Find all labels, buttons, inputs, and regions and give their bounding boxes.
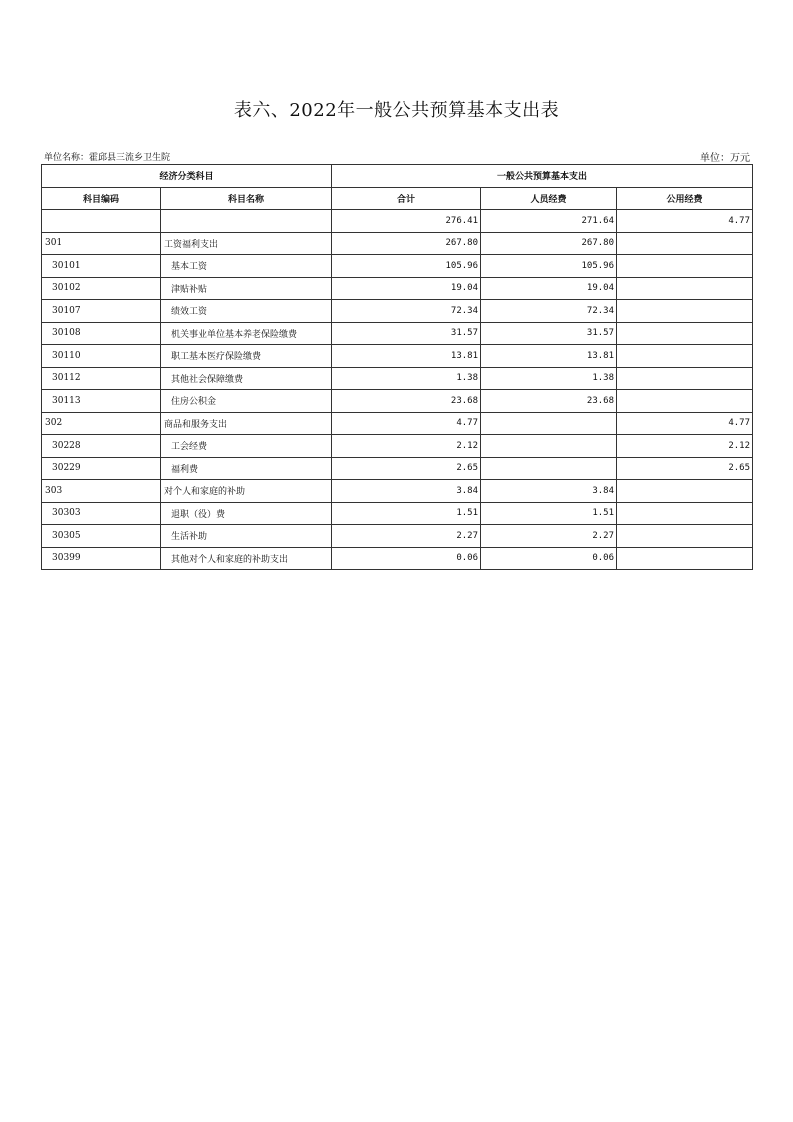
cell-subject-code: 30399 — [42, 547, 161, 570]
cell-personnel-expense: 2.27 — [481, 525, 617, 548]
cell-subject-code: 30228 — [42, 435, 161, 458]
cell-personnel-expense — [481, 412, 617, 435]
header-public-expense: 公用经费 — [617, 187, 753, 210]
cell-total: 1.51 — [332, 502, 481, 525]
cell-total: 2.12 — [332, 435, 481, 458]
cell-subject-code: 30110 — [42, 345, 161, 368]
cell-total: 31.57 — [332, 322, 481, 345]
cell-total: 72.34 — [332, 300, 481, 323]
cell-subject-code: 302 — [42, 412, 161, 435]
cell-personnel-expense: 72.34 — [481, 300, 617, 323]
cell-personnel-expense: 13.81 — [481, 345, 617, 368]
table-row — [42, 435, 753, 458]
cell-subject-code: 30113 — [42, 390, 161, 413]
table-row — [42, 525, 753, 548]
cell-subject-code: 303 — [42, 480, 161, 503]
cell-total: 2.27 — [332, 525, 481, 548]
cell-subject-name: 工资福利支出 — [161, 232, 332, 255]
cell-public-expense: 4.77 — [617, 210, 753, 233]
cell-total: 105.96 — [332, 255, 481, 278]
cell-public-expense — [617, 277, 753, 300]
cell-subject-name: 其他对个人和家庭的补助支出 — [161, 547, 332, 570]
cell-public-expense — [617, 345, 753, 368]
cell-subject-code: 30303 — [42, 502, 161, 525]
table-row — [42, 300, 753, 323]
cell-personnel-expense: 267.80 — [481, 232, 617, 255]
cell-personnel-expense: 19.04 — [481, 277, 617, 300]
cell-personnel-expense: 3.84 — [481, 480, 617, 503]
cell-subject-name: 商品和服务支出 — [161, 412, 332, 435]
cell-subject-code: 30229 — [42, 457, 161, 480]
table-row — [42, 390, 753, 413]
header-total: 合计 — [332, 187, 481, 210]
header-group-row — [42, 165, 753, 188]
cell-public-expense — [617, 480, 753, 503]
header-personnel-expense: 人员经费 — [481, 187, 617, 210]
basic-expenditure-table — [41, 164, 753, 570]
cell-public-expense — [617, 525, 753, 548]
table-row — [42, 412, 753, 435]
cell-subject-name: 退职（役）费 — [161, 502, 332, 525]
cell-subject-code: 30305 — [42, 525, 161, 548]
cell-total: 23.68 — [332, 390, 481, 413]
cell-total: 267.80 — [332, 232, 481, 255]
cell-subject-code: 30112 — [42, 367, 161, 390]
cell-subject-name: 津贴补贴 — [161, 277, 332, 300]
table-row — [42, 232, 753, 255]
cell-public-expense — [617, 502, 753, 525]
cell-public-expense — [617, 255, 753, 278]
cell-subject-code: 30102 — [42, 277, 161, 300]
header-subject-code: 科目编码 — [42, 187, 161, 210]
cell-personnel-expense: 31.57 — [481, 322, 617, 345]
cell-subject-code: 30107 — [42, 300, 161, 323]
cell-subject-name: 住房公积金 — [161, 390, 332, 413]
cell-subject-code: 30108 — [42, 322, 161, 345]
cell-public-expense — [617, 367, 753, 390]
cell-total: 3.84 — [332, 480, 481, 503]
cell-public-expense: 2.12 — [617, 435, 753, 458]
cell-subject-name: 工会经费 — [161, 435, 332, 458]
cell-personnel-expense — [481, 435, 617, 458]
cell-subject-name: 基本工资 — [161, 255, 332, 278]
cell-personnel-expense: 0.06 — [481, 547, 617, 570]
table-body — [42, 210, 753, 570]
cell-subject-name: 福利费 — [161, 457, 332, 480]
cell-subject-name: 对个人和家庭的补助 — [161, 480, 332, 503]
cell-public-expense: 4.77 — [617, 412, 753, 435]
cell-personnel-expense: 271.64 — [481, 210, 617, 233]
table-row — [42, 457, 753, 480]
table-row — [42, 502, 753, 525]
table-row — [42, 322, 753, 345]
header-column-row — [42, 187, 753, 210]
cell-public-expense — [617, 547, 753, 570]
table-row — [42, 210, 753, 233]
table-row — [42, 345, 753, 368]
cell-personnel-expense: 23.68 — [481, 390, 617, 413]
cell-total: 0.06 — [332, 547, 481, 570]
table-row — [42, 277, 753, 300]
cell-subject-code: 30101 — [42, 255, 161, 278]
cell-subject-name: 职工基本医疗保险缴费 — [161, 345, 332, 368]
cell-personnel-expense — [481, 457, 617, 480]
cell-total: 4.77 — [332, 412, 481, 435]
cell-public-expense — [617, 390, 753, 413]
cell-total: 2.65 — [332, 457, 481, 480]
header-subject-name: 科目名称 — [161, 187, 332, 210]
cell-subject-code: 301 — [42, 232, 161, 255]
cell-public-expense: 2.65 — [617, 457, 753, 480]
cell-personnel-expense: 105.96 — [481, 255, 617, 278]
cell-public-expense — [617, 232, 753, 255]
table-row — [42, 547, 753, 570]
cell-total: 19.04 — [332, 277, 481, 300]
cell-total: 1.38 — [332, 367, 481, 390]
table-row — [42, 367, 753, 390]
cell-subject-name: 其他社会保障缴费 — [161, 367, 332, 390]
cell-subject-name: 生活补助 — [161, 525, 332, 548]
cell-public-expense — [617, 300, 753, 323]
cell-subject-name — [161, 210, 332, 233]
unit-measure: 单位：万元 — [700, 153, 750, 164]
cell-total: 276.41 — [332, 210, 481, 233]
header-economic-classification: 经济分类科目 — [42, 165, 332, 188]
cell-public-expense — [617, 322, 753, 345]
header-general-budget-basic-expenditure: 一般公共预算基本支出 — [332, 165, 753, 188]
table-row — [42, 480, 753, 503]
cell-subject-code — [42, 210, 161, 233]
cell-subject-name: 绩效工资 — [161, 300, 332, 323]
cell-personnel-expense: 1.38 — [481, 367, 617, 390]
page-title: 表六、2022年一般公共预算基本支出表 — [233, 100, 560, 121]
cell-personnel-expense: 1.51 — [481, 502, 617, 525]
table-row — [42, 255, 753, 278]
unit-name: 单位名称：霍邱县三流乡卫生院 — [44, 153, 171, 163]
cell-subject-name: 机关事业单位基本养老保险缴费 — [161, 322, 332, 345]
cell-total: 13.81 — [332, 345, 481, 368]
